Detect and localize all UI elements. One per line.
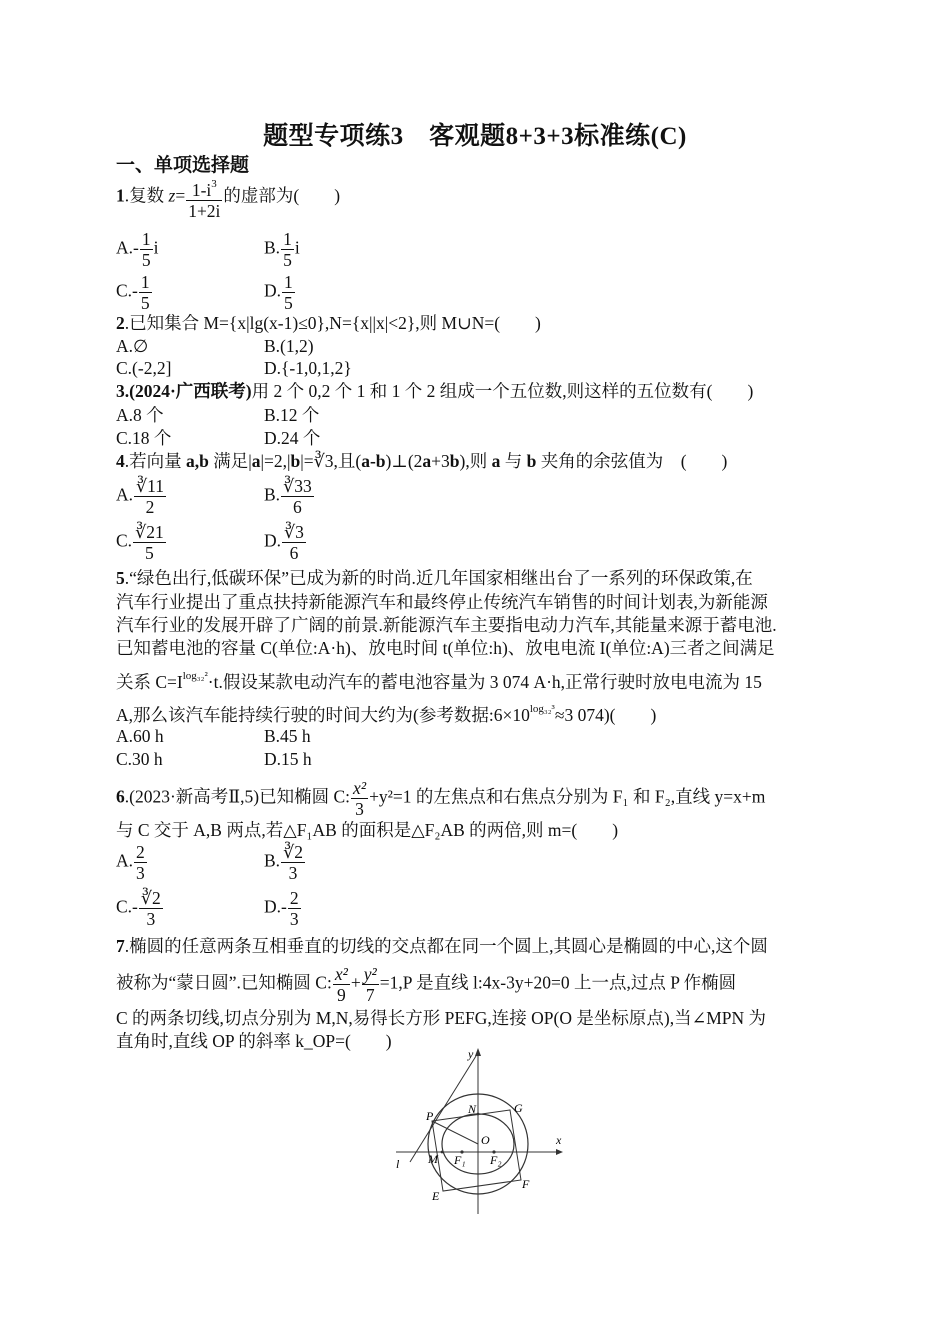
option-a: A.8 个 <box>116 405 164 425</box>
question-7 <box>116 934 768 958</box>
fraction-numerator: 1 <box>284 272 293 292</box>
label-x: x <box>556 1133 562 1147</box>
option-c <box>116 888 164 929</box>
fraction-denominator: 5 <box>141 250 151 270</box>
option-label: C. <box>116 530 133 551</box>
label-f: F <box>522 1177 530 1191</box>
question-number: 6 <box>116 786 125 807</box>
vector: b <box>449 451 460 471</box>
label-f1: F₁ <box>454 1153 466 1167</box>
vector: b <box>290 451 301 471</box>
question-text-line <box>116 697 656 727</box>
fraction-numerator: ∛21 <box>135 522 164 542</box>
question-number: 1 <box>116 185 125 206</box>
fraction <box>281 476 314 517</box>
option-a: A.60 h <box>116 726 164 746</box>
vector: a,b <box>186 451 209 471</box>
vector: a <box>251 451 261 471</box>
math-var: z <box>168 185 176 206</box>
question-text-line: 汽车行业的发展开辟了广阔的前景.新能源汽车主要指电动力汽车,其能量来源于蓄电池. <box>116 615 777 635</box>
question-text: .已知集合 M={x|lg(x-1)≤0},N={x||x|<2},则 M∪N=( ) <box>124 313 541 333</box>
exponent: log₃₂² <box>182 670 208 682</box>
fraction-denominator: 1+2i <box>188 201 221 221</box>
question-text-line: 汽车行业提出了重点扶持新能源汽车和最终停止传统汽车销售的时间计划表,为新能源 <box>116 592 768 612</box>
question-text: 被称为“蒙日圆”.已知椭圆 C: <box>116 972 332 993</box>
fraction-numerator: y² <box>363 964 377 984</box>
fraction <box>186 174 222 221</box>
option-label: A. <box>116 484 134 505</box>
option-label: D. <box>264 530 282 551</box>
ellipse-figure <box>388 1044 568 1216</box>
fraction-denominator: 7 <box>365 985 375 1005</box>
fraction <box>133 522 166 563</box>
y-axis-arrow <box>475 1048 481 1056</box>
section-heading: 一、单项选择题 <box>116 155 250 176</box>
option-a <box>116 842 148 883</box>
question-text-line: 已知蓄电池的容量 C(单位:A·h)、放电时间 t(单位:h)、放电电流 I(单位:A)三者之间满足 <box>116 638 775 658</box>
question-text: +y²=1 的左焦点和右焦点分别为 F₁ 和 F₂,直线 y=x+m <box>369 786 766 807</box>
option-label: A. <box>116 850 134 871</box>
label-g: G <box>514 1101 523 1115</box>
question-text: 用 2 个 0,2 个 1 和 1 个 2 组成一个五位数,则这样的五位数有( ) <box>251 381 754 401</box>
fraction-denominator: 3 <box>355 799 364 819</box>
option-c <box>116 522 167 563</box>
fraction-denominator: 5 <box>284 293 293 313</box>
fraction-numerator: ∛33 <box>283 476 312 496</box>
fraction <box>281 842 305 883</box>
option-d: D.15 h <box>264 749 312 769</box>
x-axis-arrow <box>556 1149 563 1155</box>
math-op: = <box>175 185 186 206</box>
option-b <box>264 842 306 883</box>
fraction-denominator: 5 <box>140 293 150 313</box>
fraction-numerator: 1 <box>141 229 151 249</box>
fraction-denominator: 5 <box>145 543 154 563</box>
fraction-numerator: 2 <box>136 842 145 862</box>
option-c: C.18 个 <box>116 428 172 448</box>
fraction-numerator: x² <box>334 964 348 984</box>
vector: b <box>526 451 537 471</box>
fraction <box>139 888 163 929</box>
question-text: A,那么该汽车能持续行驶的时间大约为(参考数据:6×10 <box>116 705 530 725</box>
question-text: .(2023·新高考Ⅱ,5)已知椭圆 C: <box>124 786 351 807</box>
question-text: .“绿色出行,低碳环保”已成为新的时尚.近几年国家相继出台了一系列的环保政策,在 <box>124 568 753 588</box>
question-text: |=2,| <box>260 451 291 471</box>
point-m <box>441 1151 444 1154</box>
question-5 <box>116 566 753 590</box>
label-o: O <box>481 1133 490 1147</box>
fraction-denominator: 3 <box>289 909 299 929</box>
option-label: C.- <box>116 280 138 301</box>
fraction-numerator: 1 <box>140 272 150 292</box>
option-c: C.(-2,2] <box>116 358 172 378</box>
option-a <box>116 229 158 270</box>
option-b: B.45 h <box>264 726 311 746</box>
question-text: .若向量 <box>124 451 186 471</box>
question-text-line <box>116 964 736 1005</box>
fraction-numerator: 1-i <box>191 180 212 200</box>
fraction-denominator: 6 <box>289 543 299 563</box>
math-op: + <box>350 972 361 993</box>
fraction <box>282 272 295 313</box>
fraction <box>333 964 350 1005</box>
label-p: P <box>426 1109 434 1123</box>
question-text-line: 直角时,直线 OP 的斜率 k_OP=( ) <box>116 1031 392 1051</box>
question-text: 夹角的余弦值为 ( ) <box>536 451 728 471</box>
question-text: 关系 C=I <box>116 672 183 692</box>
fraction <box>282 522 306 563</box>
exponent: 3 <box>211 178 217 190</box>
question-text-line: C 的两条切线,切点分别为 M,N,易得长方形 PEFG,连接 OP(O 是坐标原点),当∠MPN 为 <box>116 1008 767 1028</box>
option-d <box>264 888 302 929</box>
fraction <box>140 229 153 270</box>
line-l <box>410 1056 476 1162</box>
segment-op <box>432 1121 478 1144</box>
option-c <box>116 272 153 313</box>
fraction <box>288 888 301 929</box>
fraction <box>281 229 294 270</box>
question-number: 2 <box>116 313 125 333</box>
label-m: M <box>428 1152 438 1166</box>
option-d: D.24 个 <box>264 428 321 448</box>
option-d <box>264 272 296 313</box>
label-n: N <box>468 1102 477 1116</box>
fraction-numerator: ∛11 <box>136 476 165 496</box>
question-text: |=∛3,且( <box>300 451 362 471</box>
option-b: B.(1,2) <box>264 336 314 356</box>
vector: a-b <box>361 451 386 471</box>
question-text-line <box>116 664 762 694</box>
fraction-denominator: 2 <box>145 497 155 517</box>
label-y: y <box>468 1047 474 1061</box>
option-label: B. <box>264 484 281 505</box>
option-a <box>116 476 167 517</box>
question-number: 5 <box>116 568 125 588</box>
fraction <box>134 476 166 517</box>
question-text: 与 <box>500 451 527 471</box>
page-title: 题型专项练3 客观题8+3+3标准练(C) <box>263 123 687 150</box>
question-text: =1,P 是直线 l:4x-3y+20=0 上一点,过点 P 作椭圆 <box>379 972 737 993</box>
vector: a <box>422 451 432 471</box>
label-e: E <box>432 1189 440 1203</box>
fraction <box>134 842 147 883</box>
question-text: ),则 <box>459 451 492 471</box>
question-text: ·t.假设某款电动汽车的蓄电池容量为 3 074 A·h,正常行驶时放电电流为 15 <box>207 672 762 692</box>
fraction <box>362 964 379 1005</box>
fraction <box>139 272 152 313</box>
fraction-denominator: 3 <box>288 863 298 883</box>
question-number: 3 <box>116 381 125 401</box>
question-3 <box>116 379 753 403</box>
question-number: 7 <box>116 936 125 956</box>
option-label: D.- <box>264 896 287 917</box>
question-number: 4 <box>116 451 125 471</box>
fraction <box>351 778 368 819</box>
option-label: C.- <box>116 896 138 917</box>
question-4 <box>116 449 727 473</box>
question-text: ≈3 074)( ) <box>554 705 657 725</box>
question-text: .复数 <box>124 185 169 206</box>
option-b <box>264 229 300 270</box>
option-suffix: i <box>153 237 159 258</box>
question-text: 满足| <box>208 451 252 471</box>
point-n <box>477 1113 480 1116</box>
question-6 <box>116 778 765 819</box>
label-f2: F₂ <box>490 1153 502 1167</box>
fraction-numerator: ∛2 <box>283 842 303 862</box>
option-d <box>264 522 307 563</box>
fraction-numerator: 1 <box>283 229 292 249</box>
vector: a <box>491 451 501 471</box>
option-a: A.∅ <box>116 336 149 356</box>
option-c: C.30 h <box>116 749 163 769</box>
option-label: D. <box>264 280 282 301</box>
fraction-denominator: 9 <box>336 985 346 1005</box>
fraction-denominator: 3 <box>136 863 145 883</box>
question-text: 的虚部为( ) <box>223 185 341 206</box>
option-b: B.12 个 <box>264 405 320 425</box>
fraction-denominator: 6 <box>293 497 302 517</box>
fraction-numerator: 2 <box>289 888 299 908</box>
option-label: B. <box>264 850 281 871</box>
question-source: .(2024·广西联考) <box>124 381 252 401</box>
fraction-denominator: 3 <box>146 909 156 929</box>
question-text: +3 <box>431 451 450 471</box>
label-l: l <box>396 1157 400 1171</box>
option-suffix: i <box>294 237 300 258</box>
question-text: .椭圆的任意两条互相垂直的切线的交点都在同一个圆上,其圆心是椭圆的中心,这个圆 <box>124 936 768 956</box>
rectangle-pefg <box>432 1110 521 1191</box>
option-label: A.- <box>116 237 139 258</box>
fraction-numerator: ∛2 <box>140 888 161 908</box>
option-b <box>264 476 315 517</box>
fraction-denominator: 5 <box>283 250 292 270</box>
question-text: )⊥(2 <box>385 451 423 471</box>
fraction-numerator: x² <box>353 778 367 798</box>
option-label: B. <box>264 237 281 258</box>
option-d: D.{-1,0,1,2} <box>264 358 352 378</box>
exponent: log₃₂³ <box>529 703 555 715</box>
question-text-line: 与 C 交于 A,B 两点,若△F₁AB 的面积是△F₂AB 的两倍,则 m=( ) <box>116 820 619 840</box>
fraction-numerator: ∛3 <box>284 522 304 542</box>
question-1 <box>116 174 340 221</box>
question-2 <box>116 311 541 335</box>
